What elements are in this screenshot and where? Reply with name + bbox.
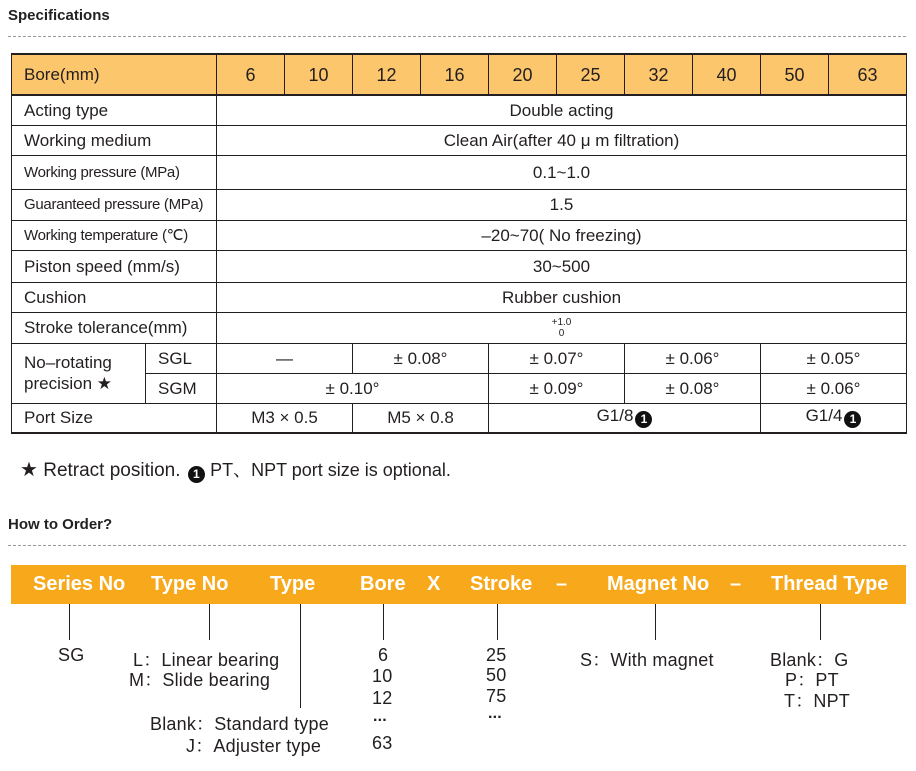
sgm-value: ± 0.09° [489,373,625,403]
connector-line [497,604,498,640]
numbered-bullet-icon: 1 [635,411,652,428]
bore-option: 6 [378,645,389,665]
table-row [12,189,907,220]
sgm-value: ± 0.06° [761,373,907,403]
footnote [20,456,451,483]
type-no-option: L：Linear bearing [133,650,280,670]
table-row [12,373,907,403]
series-value: SG [58,645,85,665]
cushion-label: Cushion [12,282,217,312]
connector-line [383,604,384,640]
table-row [12,312,907,343]
working-temperature-value: –20~70( No freezing) [217,220,907,250]
port-size-value [489,403,761,433]
star-icon: ★ [20,459,38,481]
divider [8,36,906,37]
sgl-value: — [217,343,353,373]
bore-label: Bore(mm) [12,54,217,95]
working-temperature-label: Working temperature (℃) [12,220,217,250]
bore-value: 63 [829,54,907,95]
bore-heading: Bore [360,573,406,595]
guaranteed-pressure-value: 1.5 [217,189,907,220]
bore-option: 12 [372,688,393,708]
sgl-value: ± 0.07° [489,343,625,373]
stroke-option: 25 [486,645,507,665]
stroke-option: 75 [486,686,507,706]
bore-value: 40 [693,54,761,95]
divider [8,545,906,546]
stroke-heading: Stroke [470,573,533,595]
series-no-heading: Series No [33,573,126,595]
bore-value: 16 [421,54,489,95]
sgl-value: ± 0.08° [353,343,489,373]
specifications-title: Specifications [8,7,110,24]
spec-table [11,53,907,434]
sgl-label: SGL [146,343,217,373]
bore-option-ellipsis: ... [373,708,387,725]
sgl-value: ± 0.06° [625,343,761,373]
working-medium-label: Working medium [12,125,217,155]
bore-value: 10 [285,54,353,95]
type-no-heading: Type No [151,573,229,595]
type-heading: Type [270,573,316,595]
table-row [12,125,907,155]
connector-line [209,604,210,640]
thread-option: P：PT [785,670,839,690]
bore-value: 25 [557,54,625,95]
working-pressure-value: 0.1~1.0 [217,155,907,189]
type-no-option: M：Slide bearing [129,670,271,690]
piston-speed-value: 30~500 [217,250,907,282]
cushion-value: Rubber cushion [217,282,907,312]
thread-option: T：NPT [784,691,850,711]
port-size-label: Port Size [12,403,217,433]
rotating-label-line1: No–rotating [24,353,112,372]
table-row [12,155,907,189]
note-text-1: Retract position. [43,460,181,481]
rotating-label-line2: precision [24,374,93,393]
sgm-label: SGM [146,373,217,403]
working-medium-value: Clean Air(after 40 μ m filtration) [217,125,907,155]
dash-separator: – [556,573,568,595]
guaranteed-pressure-label: Guaranteed pressure (MPa) [12,189,217,220]
connector-line [820,604,821,640]
numbered-bullet-icon: 1 [844,411,861,428]
bore-value: 6 [217,54,285,95]
table-row [12,220,907,250]
thread-type-heading: Thread Type [771,573,889,595]
dash-separator: – [730,573,742,595]
star-icon: ★ [96,374,113,393]
order-code-bar [11,565,906,604]
port-size-value: M3 × 0.5 [217,403,353,433]
bore-value: 50 [761,54,829,95]
magnet-no-heading: Magnet No [607,573,710,595]
stroke-option-ellipsis: ... [488,705,502,722]
type-option: J：Adjuster type [186,736,322,756]
tolerance-stack [552,317,572,339]
bore-option: 10 [372,666,393,686]
piston-speed-label: Piston speed (mm/s) [12,250,217,282]
acting-type-value: Double acting [217,95,907,125]
stroke-tolerance-label: Stroke tolerance(mm) [12,312,217,343]
acting-type-label: Acting type [12,95,217,125]
sgm-value: ± 0.08° [625,373,761,403]
x-separator: X [427,573,441,595]
how-to-order-title: How to Order? [8,516,113,533]
port-size-value: M5 × 0.8 [353,403,489,433]
connector-line [300,604,301,708]
bore-value: 12 [353,54,421,95]
tolerance-upper: +1.0 [551,316,572,328]
working-pressure-label: Working pressure (MPa) [12,155,217,189]
sgl-value: ± 0.05° [761,343,907,373]
table-row [12,250,907,282]
port-size-value [761,403,907,433]
connector-line [69,604,70,640]
table-row [12,282,907,312]
thread-option: Blank：G [770,650,849,670]
bore-row [12,54,907,95]
table-row [12,343,907,373]
numbered-bullet-icon: 1 [188,466,205,483]
stroke-option: 50 [486,665,507,685]
bore-value: 32 [625,54,693,95]
connector-line [655,604,656,640]
rotating-precision-label [12,343,146,403]
table-row [12,95,907,125]
bore-option: 63 [372,733,393,753]
magnet-option: S：With magnet [580,650,714,670]
table-row [12,403,907,433]
port-g18: G1/8 [596,406,634,426]
sgm-value: ± 0.10° [217,373,489,403]
tolerance-lower: 0 [558,327,565,339]
bore-value: 20 [489,54,557,95]
type-option: Blank：Standard type [150,714,329,734]
stroke-tolerance-value [217,312,907,343]
port-g14: G1/4 [805,406,843,426]
note-text-2: PT、NPT port size is optional. [210,460,451,480]
